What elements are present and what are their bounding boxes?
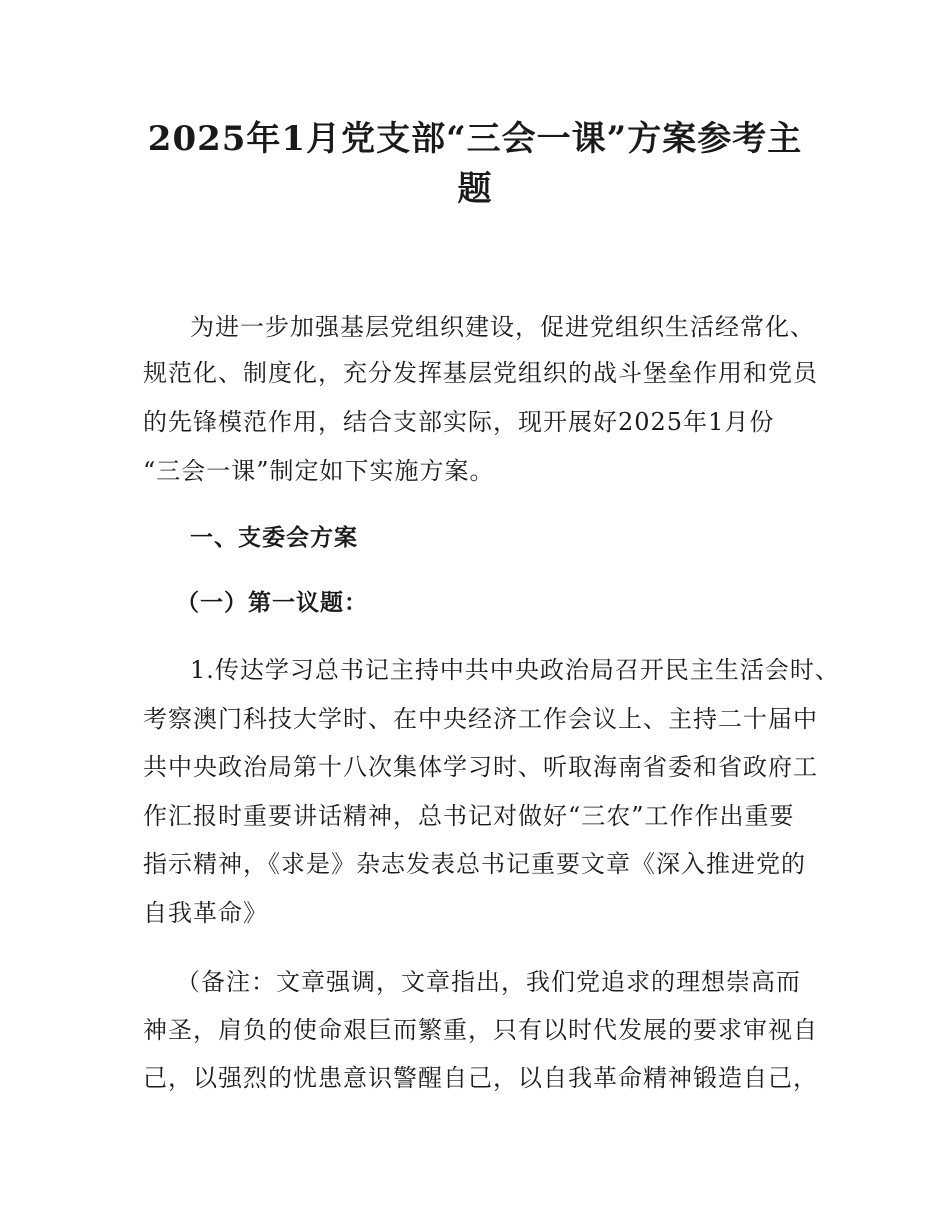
- intro-line-1: 为进一步加强基层党组织建设，促进党组织生活经常化、: [190, 313, 815, 341]
- intro-line-4: “三会一课”制定如下实施方案。: [143, 457, 495, 485]
- item1-line-3: 共中央政治局第十八次集体学习时、听取海南省委和省政府工: [143, 753, 818, 781]
- intro-line-3: 的先锋模范作用，结合支部实际，现开展好2025年1月份: [143, 408, 775, 436]
- item1-line-1: 1.传达学习总书记主持中共中央政治局召开民主生活会时、: [190, 656, 840, 684]
- title-line-2: 题: [457, 169, 493, 209]
- note-line-3: 己，以强烈的忧患意识警醒自己，以自我革命精神锻造自己，: [143, 1064, 818, 1092]
- item1-line-2: 考察澳门科技大学时、在中央经济工作会议上、主持二十届中: [143, 705, 818, 733]
- note-line-1: （备注：文章强调，文章指出，我们党追求的理想崇高而: [176, 968, 801, 996]
- item1-line-4: 作汇报时重要讲话精神，总书记对做好“三农”工作作出重要: [143, 802, 795, 830]
- title-line-1: 2025年1月党支部“三会一课”方案参考主: [147, 119, 803, 159]
- section-heading: 一、支委会方案: [190, 525, 358, 551]
- intro-line-2: 规范化、制度化，充分发挥基层党组织的战斗堡垒作用和党员: [143, 359, 818, 387]
- document-title: [140, 114, 810, 214]
- note-line-2: 神圣，肩负的使命艰巨而繁重，只有以时代发展的要求审视自: [143, 1016, 818, 1044]
- subsection-heading: （一）第一议题：: [176, 590, 368, 616]
- item1-line-5: 指示精神，《求是》杂志发表总书记重要文章《深入推进党的: [143, 850, 806, 878]
- item1-line-6: 自我革命》: [143, 899, 268, 927]
